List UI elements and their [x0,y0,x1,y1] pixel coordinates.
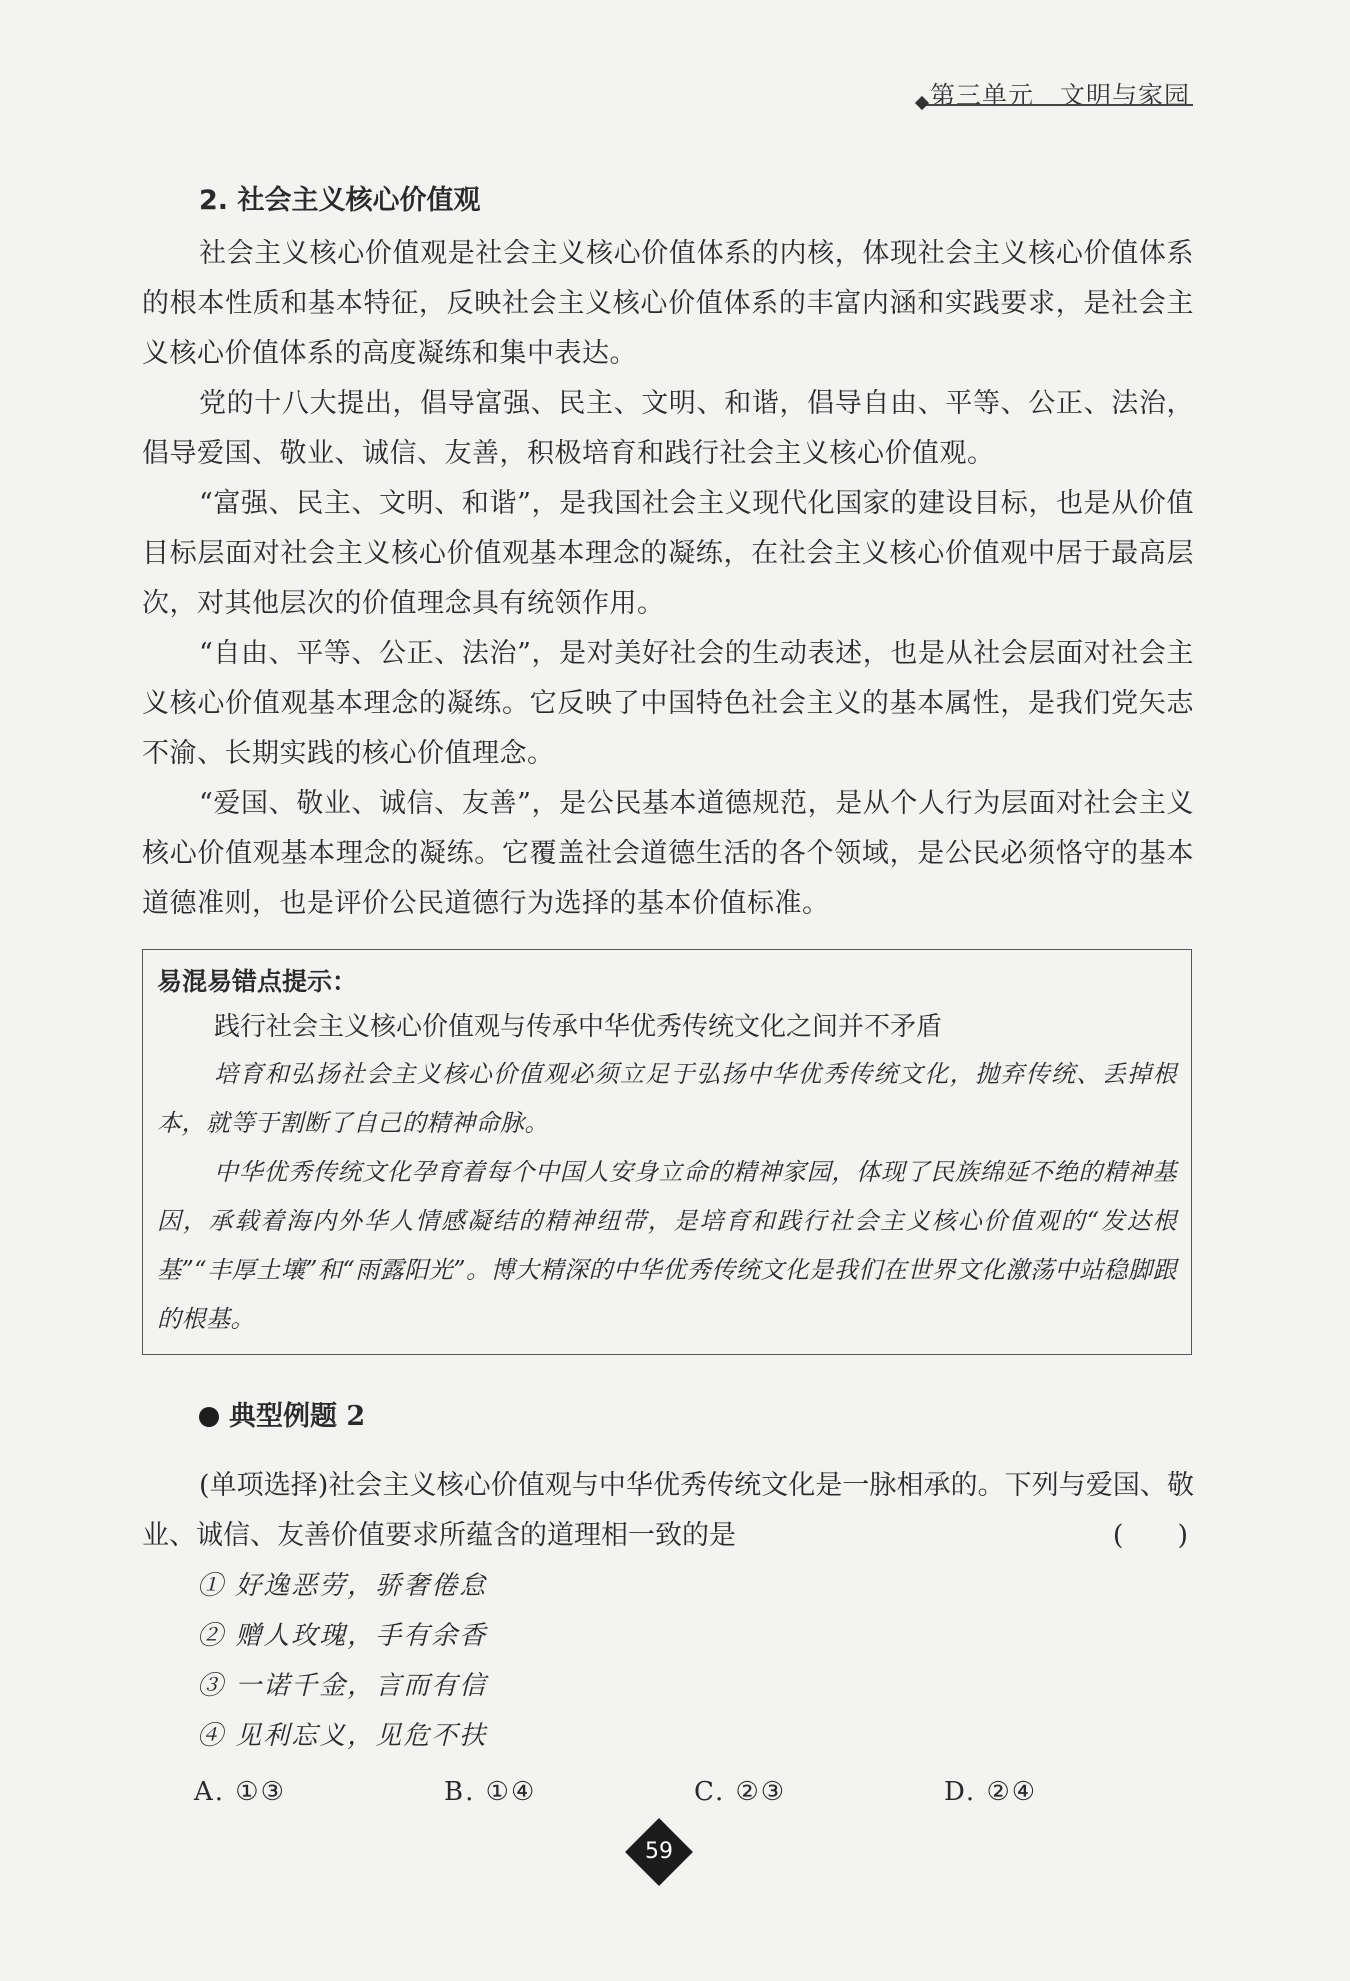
example-heading [199,1397,1194,1437]
question-stem: (单项选择)社会主义核心价值观与中华优秀传统文化是一脉相承的。下列与爱国、敬业、诚信、友善价值要求所蕴含的道理相一致的是 [142,1470,1194,1551]
choice-a: A. ①③ [194,1777,286,1807]
option-item: ④ 见利忘义，见危不扶 [197,1721,488,1751]
question-text [142,1461,1194,1561]
running-header: 第三单元 文明与家园 [929,81,1190,110]
body-paragraph: 党的十八大提出，倡导富强、民主、文明、和谐，倡导自由、平等、公正、法治，倡导爱国、敬业、诚信、友善，积极培育和践行社会主义核心价值观。 [142,388,1194,469]
body-paragraph: 社会主义核心价值观是社会主义核心价值体系的内核，体现社会主义核心价值体系的根本性质和基本特征，反映社会主义核心价值体系的丰富内涵和实践要求，是社会主义核心价值体系的高度凝练和集中表达。 [142,238,1194,369]
body-paragraph: “自由、平等、公正、法治”，是对美好社会的生动表述，也是从社会层面对社会主义核心价值观基本理念的凝练。它反映了中国特色社会主义的基本属性，是我们党矢志不渝、长期实践的核心价值理念。 [142,638,1194,769]
option-item: ① 好逸恶劳，骄奢倦怠 [197,1571,488,1601]
answer-choices [194,1767,1194,1817]
tip-box-paragraph: 中华优秀传统文化孕育着每个中国人安身立命的精神家园，体现了民族绵延不绝的精神基因，承载着海内外华人情感凝结的精神纽带，是培育和践行社会主义核心价值观的“发达根基”“丰厚土壤”和“雨露阳光”。博大精深的中华优秀传统文化是我们在世界文化激荡中站稳脚跟的根基。 [157,1158,1177,1333]
example-title: 典型例题 2 [229,1401,366,1432]
section-title: 2. 社会主义核心价值观 [199,185,481,216]
option-item: ② 赠人玫瑰，手有余香 [197,1621,488,1651]
header-rule [925,104,1193,106]
page-number: 59 [645,1839,673,1864]
choice-d: D. ②④ [944,1777,1038,1807]
option-item: ③ 一诺千金，言而有信 [197,1671,488,1701]
body-paragraph: “富强、民主、文明、和谐”，是我国社会主义现代化国家的建设目标，也是从价值目标层面对社会主义核心价值观基本理念的凝练，在社会主义核心价值观中居于最高层次，对其他层次的价值理念具有统领作用。 [142,488,1194,619]
tip-box-title: 易混易错点提示： [157,967,358,996]
choice-c: C. ②③ [694,1777,787,1807]
body-paragraph: “爱国、敬业、诚信、友善”，是公民基本道德规范，是从个人行为层面对社会主义核心价值观基本理念的凝练。它覆盖社会道德生活的各个领域，是公民必须恪守的基本道德准则，也是评价公民道德行为选择的基本价值标准。 [142,788,1194,919]
diamond-icon [915,96,929,110]
tip-box-paragraph: 培育和弘扬社会主义核心价值观必须立足于弘扬中华优秀传统文化，抛弃传统、丢掉根本，就等于割断了自己的精神命脉。 [157,1060,1177,1137]
choice-b: B. ①④ [444,1777,537,1807]
tip-box [142,949,1192,1355]
bullet-icon [199,1407,219,1427]
main-content [142,178,1194,1817]
tip-box-subtitle: 践行社会主义核心价值观与传承中华优秀传统文化之间并不矛盾 [214,1012,943,1042]
answer-blank: ( ) [1112,1520,1188,1551]
